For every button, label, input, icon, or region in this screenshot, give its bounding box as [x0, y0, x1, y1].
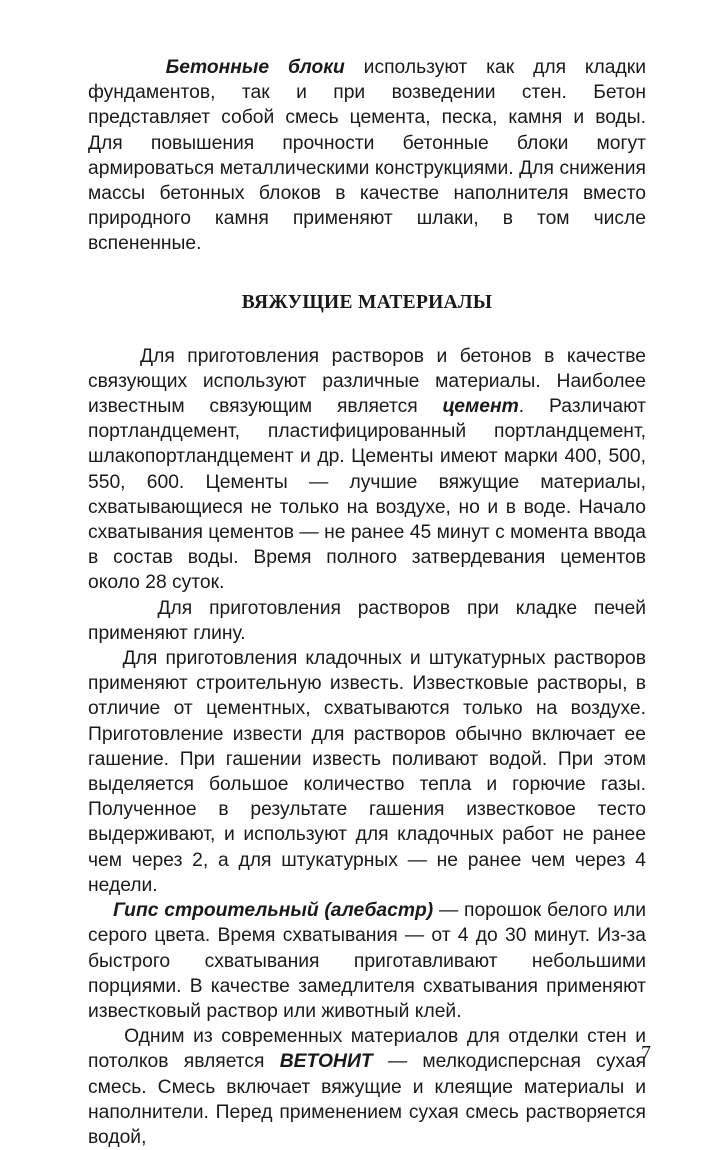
- paragraph-lime-text: Для приготовления кладочных и штукатурных растворов применяют строительную известь. Известковые растворы, в отличие от цементных, схватываются только на воздухе. Приготовление извести для растворов обычно включает ее гашение. При гашении известь поливают водой. При этом выделяется большое количество тепла и горючие газы. Полученное в результате гашения известковое тесто выдерживают, и используют для кладочных работ не ранее чем через 2, а для штукатурных — не ранее чем через 4 недели.: [88, 648, 646, 896]
- paragraph-vetonit-after: — мелкодисперсная сухая смесь. Смесь включает вяжущие и клеящие материалы и наполнители. Перед применением сухая смесь растворяется водой,: [88, 1051, 647, 1148]
- paragraph-clay-text: Для приготовления растворов при кладке печей применяют глину.: [88, 597, 646, 644]
- paragraph-cement: [88, 344, 646, 596]
- page-number: 7: [641, 1042, 651, 1064]
- paragraph-cement-after: . Различают портландцемент, пластифицированный портландцемент, шлакопортландцемент и др. Цементы имеют марки 400, 500, 550, 600. Цементы — лучшие вяжущие материалы, схватывающиеся не только на воздухе, но и в воде. Начало схватывания цементов — не ранее 45 минут с момента ввода в состав воды. Время полного затвердевания цементов около 28 суток.: [88, 396, 646, 594]
- term-gypsum: Гипс строительный (алебастр): [113, 900, 434, 922]
- paragraph-gypsum: [88, 898, 646, 1024]
- section-heading: ВЯЖУЩИЕ МАТЕРИАЛЫ: [241, 291, 493, 313]
- term-cement: цемент: [442, 396, 519, 418]
- paragraph-gypsum-text: — порошок белого или серого цвета. Время схватывания — от 4 до 30 минут. Из-за быстрого схватывания приготавливают небольшими порциями. В качестве замедлителя схватывания применяют известковый раствор или животный клей.: [88, 900, 647, 1022]
- paragraph-lime: [88, 646, 646, 898]
- paragraph-concrete-blocks-text: используют как для кладки фундаментов, так и при возведении стен. Бетон представляет собой смесь цемента, песка, камня и воды. Для повышения прочности бетонные блоки могут армироваться металлическими конструкциями. Для снижения массы бетонных блоков в качестве наполнителя вместо природного камня применяют шлаки, в том числе вспененные.: [88, 57, 646, 255]
- paragraph-vetonit: [88, 1024, 646, 1150]
- term-vetonit: ВЕТОНИТ: [279, 1051, 373, 1073]
- term-concrete-blocks: Бетонные блоки: [165, 57, 345, 78]
- paragraph-vetonit-before: Одним из современных материалов для отделки стен и потолков является: [88, 1026, 646, 1073]
- paragraph-concrete-blocks: [88, 55, 646, 257]
- page-body: [88, 55, 646, 1150]
- paragraph-clay: [88, 596, 646, 646]
- paragraph-cement-before: Для приготовления растворов и бетонов в качестве связующих используют различные материалы. Наиболее известным связующим является: [88, 345, 646, 418]
